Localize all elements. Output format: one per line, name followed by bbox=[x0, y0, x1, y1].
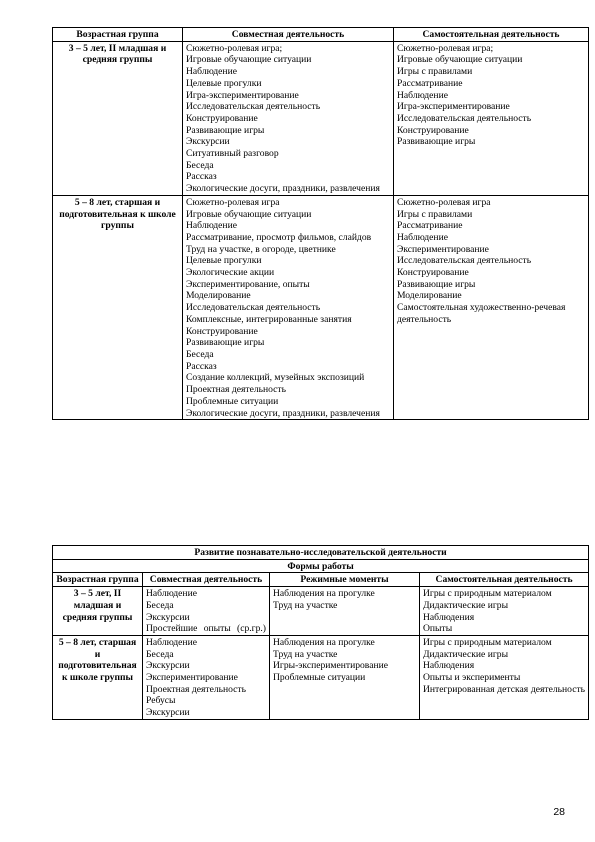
table-subtitle-row bbox=[53, 559, 589, 573]
list-item: Рассматривание, просмотр фильмов, слайдов bbox=[186, 231, 372, 243]
list-item: Наблюдения на прогулке bbox=[273, 636, 375, 648]
independent-activity-cell bbox=[394, 195, 589, 419]
activities-table bbox=[52, 27, 589, 420]
header-independent-activity: Самостоятельная деятельность bbox=[420, 573, 589, 587]
list-item: Целевые прогулки bbox=[186, 77, 262, 89]
list-item: Экологические досуги, праздники, развлечения bbox=[186, 407, 380, 419]
list-item: Игры с природным материалом bbox=[423, 588, 552, 600]
list-item: Дидактические игры bbox=[423, 648, 509, 660]
list-item: Наблюдения bbox=[423, 611, 475, 623]
list-item: Проектная деятельность bbox=[146, 683, 246, 695]
list-item: Моделирование bbox=[186, 290, 251, 302]
list-item: Исследовательская деятельность bbox=[397, 112, 532, 124]
table-subtitle: Формы работы bbox=[53, 559, 589, 573]
list-item: Проблемные ситуации bbox=[186, 395, 279, 407]
list-item: Труд на участке bbox=[273, 599, 338, 611]
list-item: Наблюдения на прогулке bbox=[273, 588, 375, 600]
list-item: Наблюдение bbox=[186, 66, 237, 78]
list-item: Игры с правилами bbox=[397, 208, 473, 220]
list-item: Рассматривание bbox=[397, 220, 463, 232]
list-item: Рассказ bbox=[186, 171, 217, 183]
table-header-row bbox=[53, 28, 589, 42]
list-item: Конструирование bbox=[186, 112, 258, 124]
table-title: Развитие познавательно-исследовательской деятельности bbox=[53, 546, 589, 560]
list-item: Самостоятельная художественно-речевая деятельность bbox=[397, 302, 566, 325]
list-item: Развивающие игры bbox=[186, 337, 265, 349]
header-independent-activity: Самостоятельная деятельность bbox=[394, 28, 589, 42]
list-item: Игровые обучающие ситуации bbox=[186, 54, 312, 66]
list-item: Ребусы bbox=[146, 695, 176, 707]
age-group-cell: 5 – 8 лет, старшая и подготовительная к школе группы bbox=[53, 195, 183, 419]
list-item: Исследовательская деятельность bbox=[397, 255, 532, 267]
header-age-group: Возрастная группа bbox=[53, 573, 143, 587]
list-item: Игра-экспериментирование bbox=[397, 101, 510, 113]
list-item: Экспериментирование, опыты bbox=[186, 278, 310, 290]
list-item: Конструирование bbox=[186, 325, 258, 337]
list-item: Развивающие игры bbox=[186, 124, 265, 136]
list-item: Наблюдение bbox=[186, 220, 237, 232]
list-item: Игры с природным материалом bbox=[423, 636, 552, 648]
list-item: Труд на участке, в огороде, цветнике bbox=[186, 243, 336, 255]
age-group-cell: 3 – 5 лет, II младшая и средняя группы bbox=[53, 41, 183, 195]
list-item: Комплексные, интегрированные занятия bbox=[186, 313, 352, 325]
list-item: Ситуативный разговор bbox=[186, 148, 279, 160]
list-item: Наблюдение bbox=[397, 231, 448, 243]
list-item: Наблюдение bbox=[146, 588, 197, 600]
list-item: Экскурсии bbox=[146, 707, 190, 719]
table-title-row bbox=[53, 546, 589, 560]
list-item: Игровые обучающие ситуации bbox=[397, 54, 523, 66]
list-item: Экскурсии bbox=[146, 660, 190, 672]
age-group-cell: 5 – 8 лет, старшая и подготовительная к школе группы bbox=[53, 635, 143, 719]
joint-activity-cell bbox=[143, 635, 270, 719]
list-item: Исследовательская деятельность bbox=[186, 101, 321, 113]
list-item: Экологические акции bbox=[186, 267, 275, 279]
list-item: Наблюдения bbox=[423, 660, 475, 672]
list-item: Игровые обучающие ситуации bbox=[186, 208, 312, 220]
list-item: Сюжетно-ролевая игра; bbox=[186, 42, 283, 54]
age-group-cell: 3 – 5 лет, II младшая и средняя группы bbox=[53, 587, 143, 636]
header-joint-activity: Совместная деятельность bbox=[183, 28, 394, 42]
list-item: Беседа bbox=[146, 599, 174, 611]
table-row bbox=[53, 41, 589, 195]
list-item: Создание коллекций, музейных экспозиций bbox=[186, 372, 365, 384]
independent-activity-cell bbox=[394, 41, 589, 195]
independent-activity-cell bbox=[420, 635, 589, 719]
list-item: Развивающие игры bbox=[397, 278, 476, 290]
table-row bbox=[53, 587, 589, 636]
list-item: Экскурсии bbox=[146, 611, 190, 623]
header-joint-activity: Совместная деятельность bbox=[143, 573, 270, 587]
list-item: Моделирование bbox=[397, 290, 462, 302]
header-age-group: Возрастная группа bbox=[53, 28, 183, 42]
list-item: Труд на участке bbox=[273, 648, 338, 660]
list-item: Рассматривание bbox=[397, 77, 463, 89]
routine-moments-cell bbox=[270, 635, 420, 719]
list-item: Опыты bbox=[423, 623, 453, 635]
list-item: Конструирование bbox=[397, 267, 469, 279]
list-item: Рассказ bbox=[186, 360, 217, 372]
list-item: Дидактические игры bbox=[423, 599, 509, 611]
list-item: Игры-экспериментирование bbox=[273, 660, 388, 672]
list-item: Игры с правилами bbox=[397, 66, 473, 78]
list-item: Развивающие игры bbox=[397, 136, 476, 148]
list-item: Экспериментирование bbox=[146, 672, 238, 684]
header-routine-moments: Режимные моменты bbox=[270, 573, 420, 587]
table-row bbox=[53, 635, 589, 719]
list-item: Проектная деятельность bbox=[186, 384, 286, 396]
list-item: Исследовательская деятельность bbox=[186, 302, 321, 314]
routine-moments-cell bbox=[270, 587, 420, 636]
list-item: Простейшие опыты (ср.гр.) bbox=[146, 623, 266, 635]
joint-activity-cell bbox=[183, 41, 394, 195]
joint-activity-cell bbox=[143, 587, 270, 636]
page-number: 28 bbox=[553, 806, 565, 818]
list-item: Наблюдение bbox=[397, 89, 448, 101]
list-item: Проблемные ситуации bbox=[273, 672, 366, 684]
list-item: Сюжетно-ролевая игра; bbox=[397, 42, 494, 54]
table-row bbox=[53, 195, 589, 419]
independent-activity-cell bbox=[420, 587, 589, 636]
list-item: Целевые прогулки bbox=[186, 255, 262, 267]
list-item: Конструирование bbox=[397, 124, 469, 136]
list-item: Опыты и эксперименты bbox=[423, 672, 521, 684]
list-item: Сюжетно-ролевая игра bbox=[186, 196, 280, 208]
list-item: Беседа bbox=[146, 648, 174, 660]
list-item: Беседа bbox=[186, 159, 214, 171]
list-item: Беседа bbox=[186, 348, 214, 360]
joint-activity-cell bbox=[183, 195, 394, 419]
list-item: Экскурсии bbox=[186, 136, 230, 148]
list-item: Сюжетно-ролевая игра bbox=[397, 196, 491, 208]
list-item: Интегрированная детская деятельность bbox=[423, 683, 586, 695]
list-item: Игра-экспериментирование bbox=[186, 89, 299, 101]
list-item: Наблюдение bbox=[146, 636, 197, 648]
list-item: Экспериментирование bbox=[397, 243, 489, 255]
list-item: Экологические досуги, праздники, развлечения bbox=[186, 183, 380, 195]
table-header-row bbox=[53, 573, 589, 587]
cognitive-research-table bbox=[52, 545, 589, 720]
